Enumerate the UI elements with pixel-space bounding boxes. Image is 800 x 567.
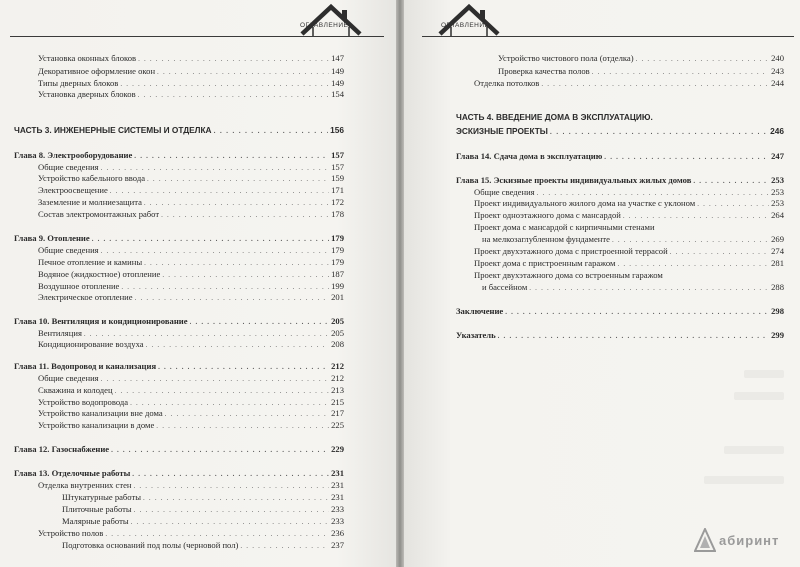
- watermark: [694, 527, 779, 553]
- toc-entry[interactable]: Типы дверных блоков . . . 149: [38, 78, 344, 89]
- toc-entry[interactable]: Проект дома с пристроенным гаражом . . . 281: [474, 258, 784, 269]
- toc-entry[interactable]: Проект двухэтажного дома с пристроенной террасой . . . 274: [474, 246, 784, 257]
- toc-entry[interactable]: Общие сведения . . . 179: [38, 245, 344, 256]
- toc-subentry[interactable]: Штукатурные работы . . . 231: [62, 492, 344, 503]
- toc-entry-line[interactable]: Проект дома с мансардой с кирпичными стенами: [474, 222, 655, 232]
- toc-entry[interactable]: Устройство водопровода . . . 215: [38, 397, 344, 408]
- toc-right: [404, 0, 800, 567]
- bleed-through: [734, 392, 784, 400]
- header-label: ОГЛАВЛЕНИЕ: [441, 22, 490, 29]
- toc-entry[interactable]: Отделка внутренних стен . . . 231: [38, 480, 344, 491]
- toc-entry[interactable]: Декоративное оформление окон . . . 149: [38, 66, 344, 77]
- toc-entry[interactable]: Вентиляция . . . 205: [38, 328, 344, 339]
- toc-chapter[interactable]: Глава 9. Отопление . . . 179: [14, 233, 344, 244]
- toc-subentry[interactable]: Подготовка оснований под полы (черновой пол) . . . 237: [62, 540, 344, 551]
- toc-entry[interactable]: Устройство кабельного ввода . . . 159: [38, 173, 344, 184]
- toc-subentry[interactable]: Малярные работы . . . 233: [62, 516, 344, 527]
- toc-subentry[interactable]: Проверка качества полов . . . 243: [498, 66, 784, 77]
- toc-chapter[interactable]: Глава 11. Водопровод и канализация . . . 212: [14, 361, 344, 372]
- right-page: [404, 0, 800, 567]
- toc-left: [0, 0, 396, 567]
- toc-chapter[interactable]: Глава 12. Газоснабжение . . . 229: [14, 444, 344, 455]
- toc-entry[interactable]: Отделка потолков . . . 244: [474, 78, 784, 89]
- toc-entry[interactable]: Воздушное отопление . . . 199: [38, 281, 344, 292]
- toc-part-heading[interactable]: ЧАСТЬ 3. ИНЖЕНЕРНЫЕ СИСТЕМЫ И ОТДЕЛКА . . . 156: [14, 125, 344, 136]
- toc-chapter[interactable]: Глава 15. Эскизные проекты индивидуальных жилых домов . . . 253: [456, 175, 784, 186]
- header-label: ОГЛАВЛЕНИЕ: [300, 22, 349, 29]
- toc-entry[interactable]: Устройство полов . . . 236: [38, 528, 344, 539]
- toc-entry[interactable]: Общие сведения . . . 157: [38, 162, 344, 173]
- toc-entry[interactable]: Проект индивидуального жилого дома на участке с уклоном . . . 253: [474, 198, 784, 209]
- toc-entry[interactable]: Установка оконных блоков . . . 147: [38, 53, 344, 64]
- toc-part-heading-cont[interactable]: ЭСКИЗНЫЕ ПРОЕКТЫ . . . 246: [456, 126, 784, 137]
- toc-chapter[interactable]: Указатель . . . 299: [456, 330, 784, 341]
- toc-entry[interactable]: Состав электромонтажных работ . . . 178: [38, 209, 344, 220]
- book-gutter: [396, 0, 404, 567]
- toc-entry[interactable]: Проект одноэтажного дома с мансардой . . . 264: [474, 210, 784, 221]
- toc-entry-cont[interactable]: на мелкозаглубленном фундаменте . . . 269: [482, 234, 784, 245]
- toc-chapter[interactable]: Глава 8. Электрооборудование . . . 157: [14, 150, 344, 161]
- toc-entry-line[interactable]: Проект двухэтажного дома со встроенным гаражом: [474, 270, 663, 280]
- toc-chapter[interactable]: Глава 10. Вентиляция и кондиционирование . . . 205: [14, 316, 344, 327]
- bleed-through: [724, 446, 784, 454]
- left-page: [0, 0, 396, 567]
- toc-chapter[interactable]: Глава 13. Отделочные работы . . . 231: [14, 468, 344, 479]
- toc-part-heading[interactable]: ЧАСТЬ 4. ВВЕДЕНИЕ ДОМА В ЭКСПЛУАТАЦИЮ.: [456, 112, 653, 122]
- bleed-through: [744, 370, 784, 378]
- toc-entry[interactable]: Заземление и молниезащита . . . 172: [38, 197, 344, 208]
- toc-entry[interactable]: Установка дверных блоков . . . 154: [38, 89, 344, 100]
- toc-entry-cont[interactable]: и бассейном . . . 288: [482, 282, 784, 293]
- labyrinth-logo-icon: [694, 528, 716, 552]
- toc-entry[interactable]: Кондиционирование воздуха . . . 208: [38, 339, 344, 350]
- toc-entry[interactable]: Общие сведения . . . 212: [38, 373, 344, 384]
- toc-entry[interactable]: Электрическое отопление . . . 201: [38, 292, 344, 303]
- toc-chapter[interactable]: Глава 14. Сдача дома в эксплуатацию . . . 247: [456, 151, 784, 162]
- toc-entry[interactable]: Печное отопление и камины . . . 179: [38, 257, 344, 268]
- toc-subentry[interactable]: Устройство чистового пола (отделка) . . . 240: [498, 53, 784, 64]
- toc-entry[interactable]: Устройство канализации вне дома . . . 217: [38, 408, 344, 419]
- bleed-through: [704, 476, 784, 484]
- toc-entry[interactable]: Общие сведения . . . 253: [474, 187, 784, 198]
- toc-entry[interactable]: Водяное (жидкостное) отопление . . . 187: [38, 269, 344, 280]
- watermark-text: абиринт: [719, 532, 780, 548]
- toc-entry[interactable]: Электроосвещение . . . 171: [38, 185, 344, 196]
- toc-entry[interactable]: Скважина и колодец . . . 213: [38, 385, 344, 396]
- toc-chapter[interactable]: Заключение . . . 298: [456, 306, 784, 317]
- toc-entry[interactable]: Устройство канализации в доме . . . 225: [38, 420, 344, 431]
- toc-subentry[interactable]: Плиточные работы . . . 233: [62, 504, 344, 515]
